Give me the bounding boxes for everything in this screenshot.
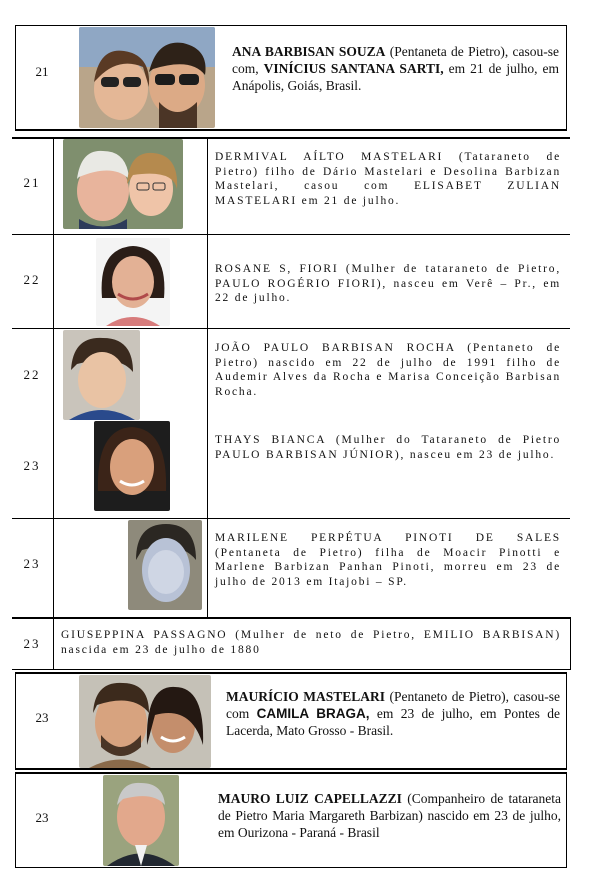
entry-text-9: MAURO LUIZ CAPELLAZZI (Companheiro de tataraneta de Pietro Maria Margareth Barbizan) nascido em 23 de julho, em Ourizona - Paraná - Brasil [218, 791, 561, 840]
entry-text-4: JOÃO PAULO BARBISAN ROCHA (Pentaneto de Pietro) nascido em 22 de julho de 1991 filho de Audemir Alves da Rocha e Marisa Conceição Barbisan Rocha. [215, 342, 561, 398]
portrait-photo [103, 775, 179, 866]
table-photo-column-divider [207, 138, 208, 619]
row-divider [12, 234, 570, 235]
portrait-photo [94, 421, 170, 511]
row-divider [12, 328, 570, 329]
table-right-border [570, 617, 571, 670]
entry-day: 23 [23, 636, 41, 651]
portrait-photo [63, 330, 140, 420]
table-day-column-divider [53, 138, 54, 669]
entry-text-2: DERMIVAL AÍLTO MASTELARI (Tataraneto de Pietro) filho de Dário Mastelari e Desolina Barbizan Mastelari, casou com ELISABET ZULIAN MASTELARI em 21 de julho. [215, 151, 561, 207]
couple-photo [79, 675, 211, 768]
portrait-photo [96, 238, 170, 326]
entry-text-8: MAURÍCIO MASTELARI (Pentaneto de Pietro), casou-se com CAMILA BRAGA, em 23 de julho, em Pontes de Lacerda, Mato Grosso - Brasil. [226, 689, 560, 738]
entry-day: 23 [23, 556, 41, 571]
row-divider [12, 518, 570, 519]
entry-day: 22 [23, 272, 41, 287]
entry-day: 21 [35, 64, 49, 79]
entry-day: 22 [23, 367, 41, 382]
couple-photo [79, 27, 215, 128]
entry-day: 23 [35, 710, 49, 725]
row-divider [12, 617, 570, 619]
entry-day: 23 [35, 810, 49, 825]
entry-day: 21 [23, 175, 41, 190]
entry-text-6: MARILENE PERPÉTUA PINOTI DE SALES (Pentaneta de Pietro) filha de Moacir Pinotti e Marlene Barbizan Panhan Pinoti, morreu em 23 de julho de 2013 em Itajobi – SP. [215, 532, 561, 588]
entry-text-3: ROSANE S, FIORI (Mulher de tataraneto de Pietro, PAULO ROGÉRIO FIORI), nasceu em Verê – Pr., em 22 de julho. [215, 263, 561, 304]
entry-text-7: GIUSEPPINA PASSAGNO (Mulher de neto de Pietro, EMILIO BARBISAN) nascida em 23 de julho de 1880 [61, 629, 561, 656]
entry-day: 23 [23, 458, 41, 473]
entry-text-5: THAYS BIANCA (Mulher do Tataraneto de Pietro PAULO BARBISAN JÚNIOR), nasceu em 23 de julho. [215, 434, 561, 461]
couple-photo [63, 139, 183, 229]
portrait-photo [128, 520, 202, 610]
entry-text-1: ANA BARBISAN SOUZA (Pentaneta de Pietro), casou-se com, VINÍCIUS SANTANA SARTI, em 21 de julho, em Anápolis, Goiás, Brasil. [232, 44, 560, 93]
table-bottom-border [12, 669, 570, 670]
